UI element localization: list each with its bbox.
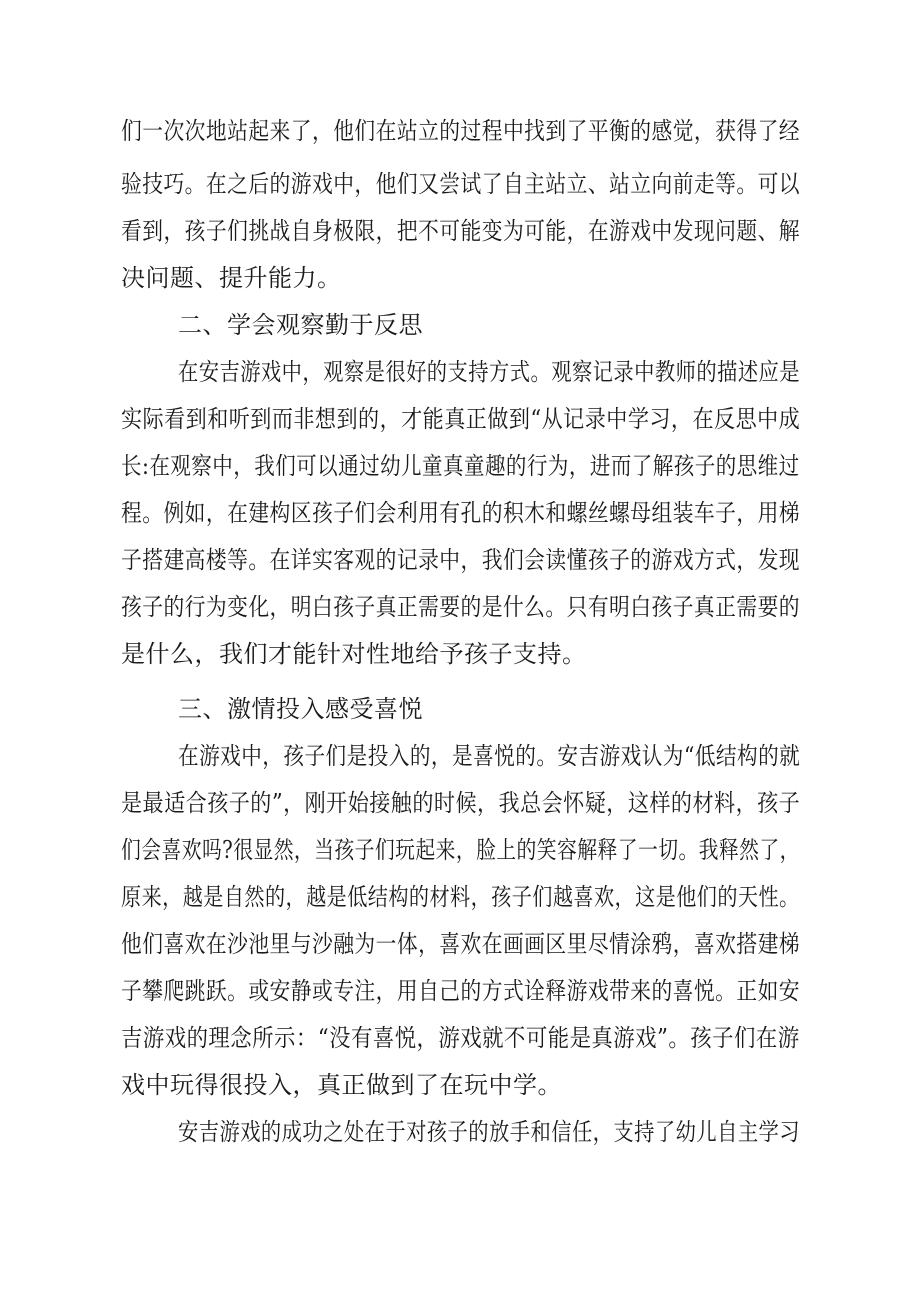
text-line: 子搭建高楼等。在详实客观的记录中，我们会读懂孩子的游戏方式，发现 — [121, 546, 801, 574]
text-line: 看到，孩子们挑战自身极限，把不可能变为可能，在游戏中发现问题、解 — [121, 217, 801, 245]
text-line: 戏中玩得很投入，真正做到了在玩中学。 — [121, 1071, 562, 1099]
text-line: 决问题、提升能力。 — [121, 264, 342, 292]
text-line: 子攀爬跳跃。或安静或专注，用自己的方式诠释游戏带来的喜悦。正如安 — [121, 977, 801, 1005]
text-line: 他们喜欢在沙池里与沙融为一体，喜欢在画画区里尽情涂鸦，喜欢搭建梯 — [121, 930, 801, 958]
text-line: 是什么，我们才能针对性地给予孩子支持。 — [121, 640, 587, 668]
text-line: 验技巧。在之后的游戏中，他们又尝试了自主站立、站立向前走等。可以 — [121, 170, 801, 198]
section-heading: 二、学会观察勤于反思 — [178, 311, 423, 339]
section-heading: 三、激情投入感受喜悦 — [178, 695, 423, 723]
text-line: 在安吉游戏中，观察是很好的支持方式。观察记录中教师的描述应是 — [178, 358, 801, 386]
text-line: 长:在观察中，我们可以通过幼儿童真童趣的行为，进而了解孩子的思维过 — [121, 452, 800, 480]
text-line: 在游戏中，孩子们是投入的，是喜悦的。安吉游戏认为“低结构的就 — [178, 742, 801, 770]
text-line: 们一次次地站起来了，他们在站立的过程中找到了平衡的感觉，获得了经 — [121, 117, 801, 145]
text-line: 程。例如，在建构区孩子们会利用有孔的积木和螺丝螺母组装车子，用梯 — [121, 499, 801, 527]
text-line: 实际看到和听到而非想到的，才能真正做到“从记录中学习，在反思中成 — [121, 405, 801, 433]
text-line: 们会喜欢吗?很显然，当孩子们玩起来，脸上的笑容解释了一切。我释然了， — [121, 836, 800, 864]
text-line: 是最适合孩子的”，刚开始接触的时候，我总会怀疑，这样的材料，孩子 — [121, 789, 801, 817]
text-line: 原来，越是自然的，越是低结构的材料，孩子们越喜欢，这是他们的天性。 — [121, 883, 800, 911]
text-line: 孩子的行为变化，明白孩子真正需要的是什么。只有明白孩子真正需要的 — [121, 593, 801, 621]
text-line: 安吉游戏的成功之处在于对孩子的放手和信任，支持了幼儿自主学习 — [178, 1118, 801, 1146]
text-line: 吉游戏的理念所示：“没有喜悦，游戏就不可能是真游戏”。孩子们在游 — [121, 1024, 800, 1052]
